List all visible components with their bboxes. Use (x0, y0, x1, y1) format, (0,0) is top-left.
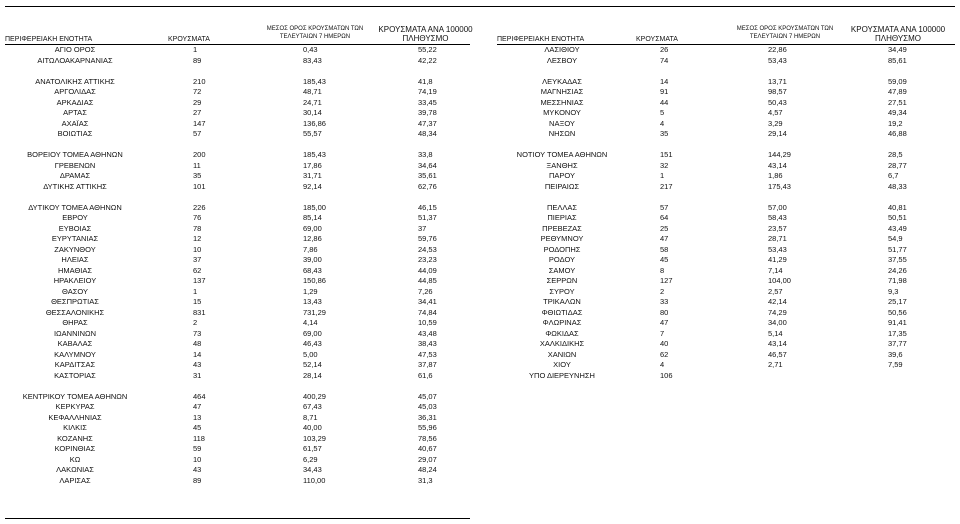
cases-value: 91 (660, 87, 669, 96)
avg-value: 68,43 (303, 265, 322, 275)
per-100k-value: 37,77 (888, 339, 907, 348)
avg-value: 4,57 (768, 108, 783, 117)
avg-value: 39,00 (303, 255, 322, 264)
per-100k-value: 35,61 (418, 171, 437, 180)
region-name: ΜΑΓΝΗΣΙΑΣ (540, 87, 584, 96)
region-name: ΡΟΔΟΥ (548, 255, 576, 264)
per-100k-value: 48,33 (888, 181, 907, 191)
region-name: ΦΛΩΡΙΝΑΣ (542, 318, 582, 327)
per-100k-value: 46,15 (418, 202, 437, 212)
per-100k-value: 50,56 (888, 307, 907, 317)
cases-value: 217 (660, 181, 673, 191)
per-100k-value: 91,41 (888, 318, 907, 327)
header-avg-right-line1: ΜΕΣΟΣ ΟΡΟΣ ΚΡΟΥΣΜΑΤΩΝ ΤΩΝ (736, 26, 834, 32)
avg-value: 150,86 (303, 276, 326, 285)
per-100k-value: 51,37 (418, 213, 437, 222)
per-100k-value: 24,53 (418, 244, 437, 254)
avg-value: 30,14 (303, 108, 322, 117)
cases-value: 47 (660, 234, 669, 243)
cases-value: 5 (660, 108, 665, 117)
region-name: ΗΜΑΘΙΑΣ (57, 265, 93, 275)
cases-value: 14 (193, 349, 202, 359)
avg-value: 13,43 (303, 297, 322, 306)
avg-value: 34,00 (768, 318, 787, 327)
avg-value: 4,14 (303, 318, 318, 327)
per-100k-value: 74,84 (418, 307, 437, 317)
avg-value: 42,14 (768, 297, 787, 306)
per-100k-value: 48,24 (418, 465, 437, 474)
cases-value: 33 (660, 297, 669, 306)
avg-value: 31,71 (303, 171, 322, 180)
per-100k-value: 36,31 (418, 412, 437, 422)
cases-value: 73 (193, 328, 202, 338)
region-name: ΣΑΜΟΥ (548, 265, 576, 275)
avg-value: 7,14 (768, 265, 783, 275)
avg-value: 43,14 (768, 339, 787, 348)
region-name: ΕΥΒΟΙΑΣ (58, 223, 92, 233)
per-100k-value: 23,23 (418, 255, 437, 264)
cases-value: 226 (193, 202, 206, 212)
cases-value: 29 (193, 97, 202, 107)
region-name: ΚΑΛΥΜΝΟΥ (54, 349, 96, 359)
per-100k-value: 29,07 (418, 454, 437, 464)
avg-value: 185,43 (303, 150, 326, 159)
avg-value: 52,14 (303, 360, 322, 369)
region-name: ΧΑΝΙΩΝ (547, 349, 577, 359)
avg-value: 110,00 (303, 475, 326, 485)
per-100k-value: 49,34 (888, 108, 907, 117)
avg-value: 104,00 (768, 276, 791, 285)
region-name: ΧΑΛΚΙΔΙΚΗΣ (539, 339, 585, 348)
cases-value: 40 (660, 339, 669, 348)
per-100k-value: 17,35 (888, 328, 907, 338)
per-100k-value: 19,2 (888, 118, 903, 128)
per-100k-value: 40,81 (888, 202, 907, 212)
per-100k-value: 62,76 (418, 181, 437, 191)
cases-value: 64 (660, 213, 669, 222)
avg-value: 48,71 (303, 87, 322, 96)
cases-value: 74 (660, 55, 669, 65)
cases-value: 27 (193, 108, 202, 117)
cases-value: 11 (193, 160, 201, 170)
per-100k-value: 33,45 (418, 97, 437, 107)
avg-value: 46,43 (303, 339, 322, 348)
region-name: ΡΕΘΥΜΝΟΥ (540, 234, 584, 243)
avg-value: 50,43 (768, 97, 787, 107)
region-name: ΛΑΣΙΘΙΟΥ (544, 45, 580, 54)
cases-value: 147 (193, 118, 206, 128)
cases-value: 59 (193, 444, 202, 453)
avg-value: 175,43 (768, 181, 791, 191)
per-100k-value: 38,43 (418, 339, 437, 348)
avg-value: 53,43 (768, 55, 787, 65)
avg-value: 28,14 (303, 370, 322, 380)
region-name: ΔΥΤΙΚΟΥ ΤΟΜΕΑ ΑΘΗΝΩΝ (28, 202, 122, 212)
header-cases-left: ΚΡΟΥΣΜΑΤΑ (168, 36, 210, 43)
avg-value: 0,43 (303, 45, 318, 54)
avg-value: 58,43 (768, 213, 787, 222)
region-name: ΜΥΚΟΝΟΥ (543, 108, 581, 117)
cases-value: 78 (193, 223, 202, 233)
avg-value: 8,71 (303, 412, 318, 422)
avg-value: 2,71 (768, 360, 783, 369)
avg-value: 185,43 (303, 76, 326, 86)
region-name: ΔΥΤΙΚΗΣ ΑΤΤΙΚΗΣ (43, 181, 107, 191)
per-100k-value: 27,51 (888, 97, 907, 107)
cases-value: 26 (660, 45, 669, 54)
cases-value: 76 (193, 213, 202, 222)
avg-value: 41,29 (768, 255, 787, 264)
avg-value: 74,29 (768, 307, 787, 317)
avg-value: 69,00 (303, 328, 322, 338)
per-100k-value: 24,26 (888, 265, 907, 275)
avg-value: 57,00 (768, 202, 787, 212)
per-100k-value: 45,07 (418, 391, 437, 401)
avg-value: 28,71 (768, 234, 787, 243)
cases-value: 57 (660, 202, 669, 212)
avg-value: 3,29 (768, 118, 783, 128)
per-100k-value: 47,37 (418, 118, 437, 128)
region-name: ΦΘΙΩΤΙΔΑΣ (541, 307, 583, 317)
region-name: ΜΕΣΣΗΝΙΑΣ (540, 97, 584, 107)
avg-value: 69,00 (303, 223, 322, 233)
cases-value: 200 (193, 150, 206, 159)
region-name: ΑΡΓΟΛΙΔΑΣ (54, 87, 96, 96)
cases-value: 31 (193, 370, 202, 380)
region-name: ΛΑΚΩΝΙΑΣ (56, 465, 94, 474)
cases-value: 1 (193, 45, 198, 54)
per-100k-value: 47,53 (418, 349, 437, 359)
header-per-right-line2: ΠΛΗΘΥΣΜΟ (874, 34, 922, 43)
cases-value: 2 (660, 286, 665, 296)
per-100k-value: 78,56 (418, 433, 437, 443)
region-name: ΡΟΔΟΠΗΣ (543, 244, 581, 254)
region-name: ΣΕΡΡΩΝ (546, 276, 578, 285)
region-name: ΗΛΕΙΑΣ (61, 255, 89, 264)
region-name: ΦΩΚΙΔΑΣ (545, 328, 579, 338)
cases-value: 62 (193, 265, 202, 275)
cases-value: 14 (660, 76, 669, 86)
avg-value: 85,14 (303, 213, 322, 222)
cases-value: 35 (193, 171, 202, 180)
avg-value: 144,29 (768, 150, 791, 159)
cases-value: 2 (193, 318, 198, 327)
header-avg-left-line2: ΤΕΛΕΥΤΑΙΩΝ 7 ΗΜΕΡΩΝ (279, 34, 351, 40)
cases-value: 89 (193, 475, 202, 485)
cases-value: 151 (660, 150, 673, 159)
region-name: ΝΑΞΟΥ (549, 118, 575, 128)
region-name: ΠΑΡΟΥ (548, 171, 575, 180)
avg-value: 5,14 (768, 328, 783, 338)
region-name: ΠΕΙΡΑΙΩΣ (544, 181, 580, 191)
region-name: ΞΑΝΘΗΣ (546, 160, 578, 170)
region-name: ΘΑΣΟΥ (62, 286, 88, 296)
per-100k-value: 44,09 (418, 265, 437, 275)
cases-value: 106 (660, 370, 673, 380)
region-name: ΒΟΡΕΙΟΥ ΤΟΜΕΑ ΑΘΗΝΩΝ (27, 150, 123, 159)
bottom-rule (5, 518, 470, 519)
cases-value: 210 (193, 76, 206, 86)
cases-value: 10 (193, 244, 202, 254)
header-region-left: ΠΕΡΙΦΕΡΕΙΑΚΗ ΕΝΟΤΗΤΑ (5, 36, 93, 43)
cases-value: 831 (193, 307, 206, 317)
cases-value: 32 (660, 160, 669, 170)
region-name: ΣΥΡΟΥ (549, 286, 575, 296)
avg-value: 12,86 (303, 234, 322, 243)
region-name: ΙΩΑΝΝΙΝΩΝ (53, 328, 97, 338)
avg-value: 23,57 (768, 223, 787, 233)
per-100k-value: 34,64 (418, 160, 437, 170)
avg-value: 400,29 (303, 391, 326, 401)
cases-value: 35 (660, 129, 669, 138)
region-name: ΠΕΛΛΑΣ (546, 202, 578, 212)
cases-value: 4 (660, 360, 665, 369)
per-100k-value: 39,6 (888, 349, 903, 359)
cases-value: 101 (193, 181, 206, 191)
avg-value: 136,86 (303, 118, 326, 128)
region-name: ΤΡΙΚΑΛΩΝ (543, 297, 581, 306)
cases-value: 47 (660, 318, 669, 327)
avg-value: 67,43 (303, 402, 322, 411)
per-100k-value: 10,59 (418, 318, 437, 327)
region-name: ΑΝΑΤΟΛΙΚΗΣ ΑΤΤΙΚΗΣ (35, 76, 115, 86)
avg-value: 43,14 (768, 160, 787, 170)
per-100k-value: 51,77 (888, 244, 907, 254)
region-name: ΔΡΑΜΑΣ (59, 171, 91, 180)
header-per-left-line2: ΠΛΗΘΥΣΜΟ (402, 34, 449, 43)
cases-value: 4 (660, 118, 665, 128)
avg-value: 29,14 (768, 129, 787, 138)
header-cases-right: ΚΡΟΥΣΜΑΤΑ (636, 36, 678, 43)
cases-value: 45 (193, 423, 202, 432)
region-name: ΑΓΙΟ ΟΡΟΣ (54, 45, 96, 54)
per-100k-value: 55,22 (418, 45, 437, 54)
header-region-right: ΠΕΡΙΦΕΡΕΙΑΚΗ ΕΝΟΤΗΤΑ (497, 36, 585, 43)
region-name: ΘΕΣΠΡΩΤΙΑΣ (51, 297, 99, 306)
cases-value: 44 (660, 97, 669, 107)
per-100k-value: 48,34 (418, 129, 437, 138)
per-100k-value: 37,87 (418, 360, 437, 369)
region-name: ΝΗΣΩΝ (548, 129, 576, 138)
avg-value: 22,86 (768, 45, 787, 54)
cases-value: 15 (193, 297, 202, 306)
region-name: ΚΑΣΤΟΡΙΑΣ (54, 370, 96, 380)
region-name: ΛΕΥΚΑΔΑΣ (542, 76, 582, 86)
region-name: ΚΟΖΑΝΗΣ (57, 433, 93, 443)
avg-value: 6,29 (303, 454, 318, 464)
region-name: ΛΑΡΙΣΑΣ (59, 475, 91, 485)
region-name: ΗΡΑΚΛΕΙΟΥ (53, 276, 97, 285)
cases-value: 47 (193, 402, 202, 411)
avg-value: 34,43 (303, 465, 322, 474)
region-name: ΥΠΟ ΔΙΕΡΕΥΝΗΣΗ (529, 370, 595, 380)
header-avg-left-line1: ΜΕΣΟΣ ΟΡΟΣ ΚΡΟΥΣΜΑΤΩΝ ΤΩΝ (266, 26, 364, 32)
cases-value: 127 (660, 276, 673, 285)
cases-value: 48 (193, 339, 202, 348)
region-name: ΚΟΡΙΝΘΙΑΣ (54, 444, 96, 453)
top-rule (5, 6, 955, 7)
per-100k-value: 45,03 (418, 402, 437, 411)
cases-value: 58 (660, 244, 669, 254)
per-100k-value: 44,85 (418, 276, 437, 285)
avg-value: 17,86 (303, 160, 322, 170)
per-100k-value: 34,41 (418, 297, 437, 306)
per-100k-value: 54,9 (888, 234, 903, 243)
region-name: ΑΡΤΑΣ (63, 108, 87, 117)
per-100k-value: 33,8 (418, 150, 433, 159)
avg-value: 61,57 (303, 444, 322, 453)
per-100k-value: 31,3 (418, 475, 433, 485)
avg-value: 13,71 (768, 76, 787, 86)
cases-value: 8 (660, 265, 665, 275)
avg-value: 83,43 (303, 55, 322, 65)
per-100k-value: 43,49 (888, 223, 907, 233)
cases-value: 72 (193, 87, 202, 96)
region-name: ΑΡΚΑΔΙΑΣ (56, 97, 94, 107)
per-100k-value: 74,19 (418, 87, 437, 96)
region-name: ΖΑΚΥΝΘΟΥ (54, 244, 96, 254)
cases-value: 137 (193, 276, 206, 285)
cases-value: 118 (193, 433, 205, 443)
region-name: ΚΕΡΚΥΡΑΣ (55, 402, 95, 411)
avg-value: 98,57 (768, 87, 787, 96)
avg-value: 1,86 (768, 171, 783, 180)
cases-value: 1 (193, 286, 198, 296)
per-100k-value: 59,09 (888, 76, 907, 86)
avg-value: 2,57 (768, 286, 783, 296)
per-100k-value: 46,88 (888, 129, 907, 138)
region-name: ΚΑΡΔΙΤΣΑΣ (54, 360, 96, 369)
region-name: ΒΟΙΩΤΙΑΣ (57, 129, 93, 138)
avg-value: 1,29 (303, 286, 318, 296)
cases-value: 25 (660, 223, 669, 233)
cases-value: 43 (193, 360, 202, 369)
avg-value: 24,71 (303, 97, 322, 107)
cases-value: 89 (193, 55, 202, 65)
per-100k-value: 25,17 (888, 297, 907, 306)
avg-value: 103,29 (303, 433, 326, 443)
per-100k-value: 37,55 (888, 255, 907, 264)
cases-value: 10 (193, 454, 202, 464)
per-100k-value: 9,3 (888, 286, 899, 296)
per-100k-value: 85,61 (888, 55, 907, 65)
per-100k-value: 28,77 (888, 160, 907, 170)
per-100k-value: 6,7 (888, 171, 899, 180)
cases-value: 57 (193, 129, 202, 138)
per-100k-value: 61,6 (418, 370, 433, 380)
region-name: ΘΕΣΣΑΛΟΝΙΚΗΣ (45, 307, 105, 317)
cases-value: 13 (193, 412, 202, 422)
cases-value: 37 (193, 255, 202, 264)
region-name: ΕΒΡΟΥ (62, 213, 88, 222)
per-100k-value: 59,76 (418, 234, 437, 243)
region-name: ΓΡΕΒΕΝΩΝ (54, 160, 96, 170)
cases-value: 45 (660, 255, 669, 264)
per-100k-value: 7,59 (888, 360, 903, 369)
per-100k-value: 71,98 (888, 276, 907, 285)
region-name: ΚΕΝΤΡΙΚΟΥ ΤΟΜΕΑ ΑΘΗΝΩΝ (22, 391, 128, 401)
avg-value: 7,86 (303, 244, 318, 254)
region-name: ΑΧΑΪΑΣ (61, 118, 89, 128)
cases-value: 80 (660, 307, 669, 317)
region-name: ΠΡΕΒΕΖΑΣ (542, 223, 582, 233)
cases-value: 1 (660, 171, 665, 180)
avg-value: 185,00 (303, 202, 326, 212)
region-name: ΚΕΦΑΛΛΗΝΙΑΣ (48, 412, 102, 422)
region-name: ΝΟΤΙΟΥ ΤΟΜΕΑ ΑΘΗΝΩΝ (516, 150, 608, 159)
cases-value: 62 (660, 349, 669, 359)
per-100k-value: 40,67 (418, 444, 437, 453)
per-100k-value: 7,26 (418, 286, 433, 296)
per-100k-value: 28,5 (888, 150, 903, 159)
region-name: ΛΕΣΒΟΥ (546, 55, 578, 65)
per-100k-value: 37 (418, 223, 427, 233)
avg-value: 5,00 (303, 349, 318, 359)
region-name: ΠΙΕΡΙΑΣ (547, 213, 577, 222)
per-100k-value: 39,78 (418, 108, 437, 117)
per-100k-value: 47,89 (888, 87, 907, 96)
per-100k-value: 55,96 (418, 423, 437, 432)
cases-value: 12 (193, 234, 202, 243)
region-name: ΚΩ (69, 454, 81, 464)
region-name: ΧΙΟΥ (553, 360, 571, 369)
region-name: ΕΥΡΥΤΑΝΙΑΣ (51, 234, 99, 243)
cases-value: 464 (193, 391, 206, 401)
region-name: ΚΑΒΑΛΑΣ (57, 339, 93, 348)
avg-value: 46,57 (768, 349, 787, 359)
region-name: ΑΙΤΩΛΟΑΚΑΡΝΑΝΙΑΣ (37, 55, 113, 65)
per-100k-value: 42,22 (418, 55, 437, 65)
avg-value: 92,14 (303, 181, 322, 191)
header-avg-right-line2: ΤΕΛΕΥΤΑΙΩΝ 7 ΗΜΕΡΩΝ (749, 34, 821, 40)
per-100k-value: 34,49 (888, 45, 907, 54)
header-per-left-line1: ΚΡΟΥΣΜΑΤΑ ΑΝΑ 100000 (378, 25, 473, 34)
cases-value: 43 (193, 465, 202, 474)
per-100k-value: 50,51 (888, 213, 907, 222)
region-name: ΘΗΡΑΣ (62, 318, 88, 327)
avg-value: 731,29 (303, 307, 326, 317)
per-100k-value: 43,48 (418, 328, 437, 338)
header-per-right-line1: ΚΡΟΥΣΜΑΤΑ ΑΝΑ 100000 (850, 25, 946, 34)
avg-value: 53,43 (768, 244, 787, 254)
per-100k-value: 41,8 (418, 76, 433, 86)
region-name: ΚΙΛΚΙΣ (63, 423, 87, 432)
avg-value: 55,57 (303, 129, 322, 138)
cases-value: 7 (660, 328, 665, 338)
avg-value: 40,00 (303, 423, 322, 432)
